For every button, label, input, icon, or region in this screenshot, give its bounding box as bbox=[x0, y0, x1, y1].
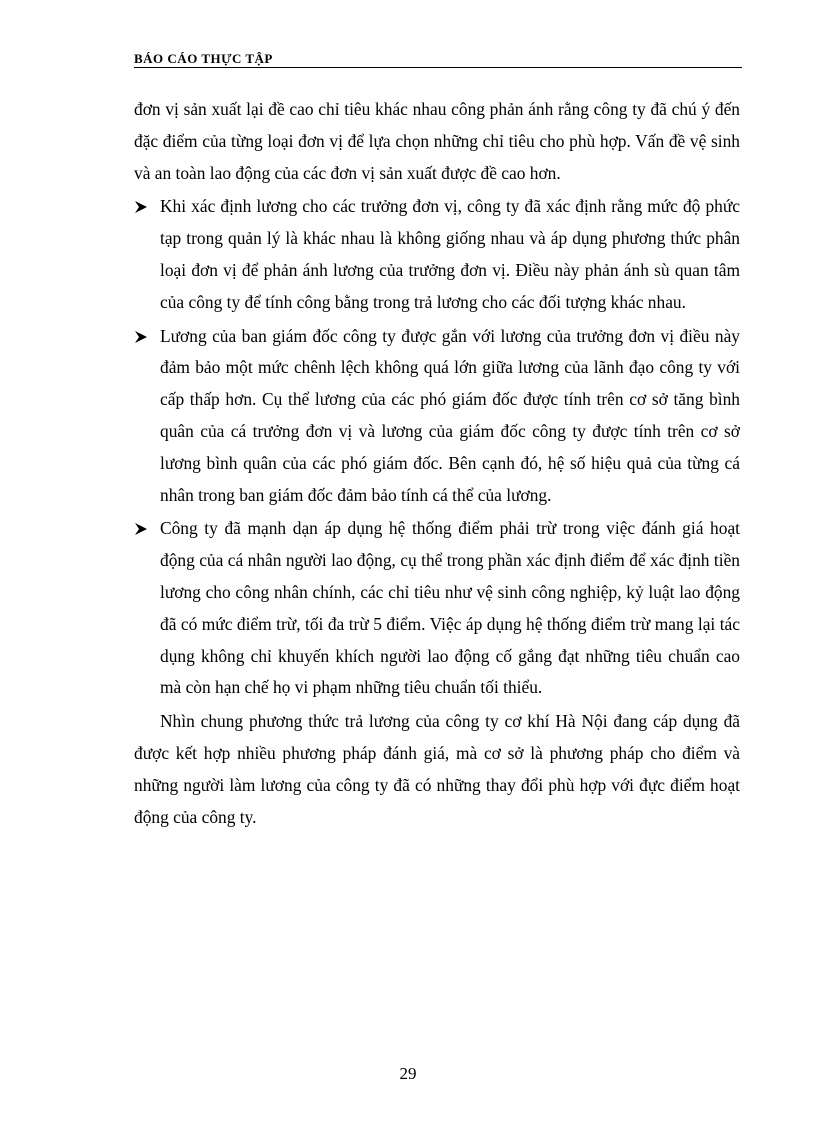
page-number: 29 bbox=[399, 1064, 417, 1083]
header-title: BÁO CÁO THỰC TẬP bbox=[134, 51, 273, 66]
bullet-text: Khi xác định lương cho các trưởng đơn vị, công ty đã xác định rằng mức độ phức tạp trong quản lý là khác nhau là không giống nhau và áp dụng phương thức phân loại đơn vị để phản ánh lương của trưởng đơn vị. Điều này phản ánh sù quan tâm của công ty để tính công bằng trong trả lương cho các đối tượng khác nhau. bbox=[160, 196, 740, 312]
bullet-item-1 bbox=[134, 191, 740, 318]
document-body bbox=[134, 94, 740, 833]
intro-paragraph: đơn vị sản xuất lại đề cao chỉ tiêu khác nhau công phản ánh rằng công ty đã chú ý đến đặc điểm của từng loại đơn vị để lựa chọn những chỉ tiêu cho phù hợp. Vấn đề vệ sinh và an toàn lao động của các đơn vị sản xuất được đề cao hơn. bbox=[134, 99, 740, 183]
bullet-text: Lương của ban giám đốc công ty được gắn với lương của trưởng đơn vị điều này đảm bảo một mức chênh lệch không quá lớn giữa lương của lãnh đạo công ty với cấp thấp hơn. Cụ thể lương của các phó giám đốc được tính trên cơ sở tăng bình quân của cá trưởng đơn vị và lương của giám đốc công ty được tính trên cơ sở lương bình quân của các phó giám đốc. Bên cạnh đó, hệ số hiệu quả của từng cá nhân trong ban giám đốc đảm bảo tính cá thể của lương. bbox=[160, 325, 740, 505]
page-header bbox=[134, 50, 742, 68]
arrowhead-bullet-icon bbox=[134, 522, 148, 536]
arrowhead-bullet-icon bbox=[134, 330, 148, 344]
bullet-item-3 bbox=[134, 513, 740, 704]
arrowhead-bullet-icon bbox=[134, 200, 148, 214]
bullet-text: Công ty đã mạnh dạn áp dụng hệ thống điểm phải trừ trong việc đánh giá hoạt động của cá nhân người lao động, cụ thể trong phần xác định điểm để xác định tiền lương cho công nhân chính, các chỉ tiêu như vệ sinh công nghiệp, kỷ luật lao động đã có mức điểm trừ, tối đa trừ 5 điểm. Việc áp dụng hệ thống điểm trừ mang lại tác dụng không chỉ khuyến khích người lao động cố gắng đạt những tiêu chuẩn cao mà còn hạn chế họ vi phạm những tiêu chuẩn tối thiểu. bbox=[160, 518, 740, 698]
conclusion-paragraph: Nhìn chung phương thức trả lương của công ty cơ khí Hà Nội đang cáp dụng đã được kết hợp nhiều phương pháp đánh giá, mà cơ sở là phương pháp cho điểm và những người làm lương của công ty đã có những thay đổi phù hợp với đực điểm hoạt động của công ty. bbox=[134, 711, 740, 827]
bullet-item-2 bbox=[134, 321, 740, 512]
